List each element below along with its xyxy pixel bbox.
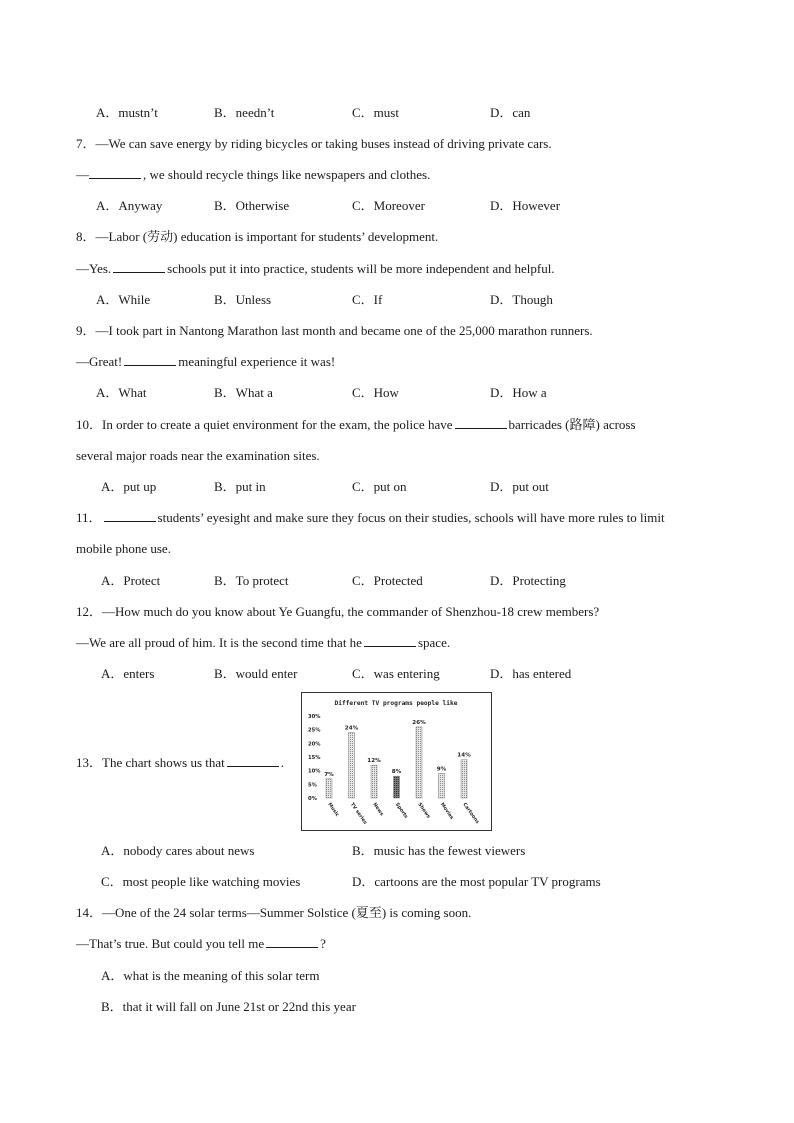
q9-option-d[interactable]: D．How a: [490, 385, 547, 400]
q13-option-b[interactable]: B．music has the fewest viewers: [352, 843, 526, 858]
q8-option-a[interactable]: A．While: [96, 292, 151, 307]
y-tick-label: 20%: [308, 741, 321, 748]
x-tick-label: Music: [326, 802, 340, 818]
q13-option-c[interactable]: C．most people like watching movies: [101, 874, 301, 889]
q10-option-a[interactable]: A．put up: [101, 479, 157, 494]
x-tick-label: News: [371, 802, 384, 818]
q7-response: [76, 167, 430, 183]
q11-stem-pre: 11．: [76, 510, 102, 525]
q13-stem-post: .: [280, 755, 285, 770]
q12-response: [76, 635, 450, 651]
q9-blank[interactable]: [124, 354, 176, 366]
q7-response-pre: —: [76, 167, 89, 182]
value-labels: [324, 720, 471, 778]
q11-option-b[interactable]: B．To protect: [214, 573, 289, 588]
q11-stem-line2: mobile phone use.: [76, 541, 171, 556]
q12-option-a[interactable]: A．enters: [101, 666, 155, 681]
bars: [326, 727, 467, 798]
x-tick-label: Sports: [393, 802, 409, 820]
bar-music: [326, 779, 332, 798]
q8-response-pre: —Yes.: [76, 261, 112, 276]
x-tick-label: Shows: [416, 802, 431, 820]
q6-option-b[interactable]: B．needn’t: [214, 105, 275, 120]
q14-option-b[interactable]: B．that it will fall on June 21st or 22nd this year: [101, 999, 356, 1014]
q7-option-b[interactable]: B．Otherwise: [214, 198, 290, 213]
x-axis-labels: [326, 802, 480, 826]
y-tick-label: 0%: [308, 796, 317, 802]
y-tick-label: 30%: [308, 714, 321, 720]
q8-option-b[interactable]: B．Unless: [214, 292, 272, 307]
q8-stem: 8．—Labor (劳动) education is important for students’ development.: [76, 229, 439, 244]
q13-blank[interactable]: [227, 755, 279, 767]
value-label: 8%: [391, 769, 402, 776]
q10-option-c[interactable]: C．put on: [352, 479, 407, 494]
value-label: 14%: [457, 752, 471, 759]
q8-option-d[interactable]: D．Though: [490, 292, 553, 307]
tv-programs-chart: [301, 692, 492, 831]
x-tick-label: TV series: [348, 802, 368, 826]
q14-stem: 14．—One of the 24 solar terms—Summer Solstice (夏至) is coming soon.: [76, 905, 472, 920]
bar-shows: [416, 727, 422, 798]
q9-response-pre: —Great!: [76, 354, 123, 369]
q7-stem: 7．—We can save energy by riding bicycles or taking buses instead of driving private cars.: [76, 136, 552, 151]
q14-response-pre: —That’s true. But could you tell me: [76, 936, 265, 951]
y-tick-label: 25%: [308, 727, 321, 734]
q6-option-c[interactable]: C．must: [352, 105, 399, 120]
q13-option-a[interactable]: A．nobody cares about news: [101, 843, 255, 858]
q13-stem-pre: 13．The chart shows us that: [76, 755, 225, 770]
q9-option-c[interactable]: C．How: [352, 385, 399, 400]
value-label: 24%: [344, 725, 359, 732]
chart-title: Different TV programs people like: [334, 700, 458, 707]
bar-tv-series: [349, 732, 355, 798]
q10-stem-line2: several major roads near the examination sites.: [76, 448, 320, 463]
q11-blank[interactable]: [104, 510, 156, 522]
q12-stem: 12．—How much do you know about Ye Guangfu, the commander of Shenzhou-18 crew members?: [76, 604, 600, 619]
q8-option-c[interactable]: C．If: [352, 292, 383, 307]
q6-option-a[interactable]: A．mustn’t: [96, 105, 158, 120]
q12-blank[interactable]: [364, 635, 416, 647]
q12-response-post: space.: [417, 635, 451, 650]
q9-response-post: meaningful experience it was!: [178, 354, 336, 369]
q7-option-c[interactable]: C．Moreover: [352, 198, 425, 213]
value-label: 9%: [436, 766, 447, 773]
value-label: 7%: [324, 771, 334, 778]
value-label: 12%: [367, 758, 381, 765]
bar-news: [371, 765, 377, 798]
q10-stem: [76, 417, 636, 433]
y-tick-label: 10%: [308, 768, 321, 775]
q6-option-d[interactable]: D．can: [490, 105, 531, 120]
y-tick-label: 15%: [308, 755, 321, 761]
bar-sports: [394, 776, 400, 798]
q14-option-a[interactable]: A．what is the meaning of this solar term: [101, 968, 320, 983]
q11-stem: [76, 510, 665, 526]
y-tick-label: 5%: [308, 782, 317, 789]
q7-blank[interactable]: [89, 167, 141, 179]
q11-option-c[interactable]: C．Protected: [352, 573, 423, 588]
q9-response: [76, 354, 335, 370]
q10-stem-pre: 10．In order to create a quiet environment for the exam, the police have: [76, 417, 453, 432]
q10-option-b[interactable]: B．put in: [214, 479, 266, 494]
q8-response-post: schools put it into practice, students will be more independent and helpful.: [167, 261, 555, 276]
q7-response-post: , we should recycle things like newspapers and clothes.: [143, 167, 431, 182]
chart-svg: [302, 693, 491, 830]
q14-blank[interactable]: [266, 936, 318, 948]
q13-option-d[interactable]: D．cartoons are the most popular TV programs: [352, 874, 601, 889]
q7-option-a[interactable]: A．Anyway: [96, 198, 163, 213]
q9-option-a[interactable]: A．What: [96, 385, 147, 400]
x-tick-label: Movies: [438, 802, 454, 821]
q12-option-d[interactable]: D．has entered: [490, 666, 572, 681]
q14-response-post: ?: [320, 936, 326, 951]
bar-movies: [439, 773, 445, 798]
q11-stem-post: students’ eyesight and make sure they focus on their studies, schools will have more rules to limit: [157, 510, 665, 525]
x-tick-label: Cartoons: [461, 802, 480, 826]
value-label: 26%: [412, 719, 426, 726]
q12-response-pre: —We are all proud of him. It is the second time that he: [76, 635, 362, 650]
q11-option-a[interactable]: A．Protect: [101, 573, 161, 588]
q12-option-b[interactable]: B．would enter: [214, 666, 298, 681]
q14-response: [76, 936, 326, 952]
q8-blank[interactable]: [113, 261, 165, 273]
q10-option-d[interactable]: D．put out: [490, 479, 549, 494]
q10-blank[interactable]: [455, 417, 507, 429]
y-axis-ticks: [308, 714, 321, 802]
q11-option-d[interactable]: D．Protecting: [490, 573, 566, 588]
bar-cartoons: [461, 760, 467, 798]
q13-stem: [76, 755, 284, 771]
q12-option-c[interactable]: C．was entering: [352, 666, 440, 681]
q7-option-d[interactable]: D．However: [490, 198, 561, 213]
q9-option-b[interactable]: B．What a: [214, 385, 273, 400]
q9-stem: 9．—I took part in Nantong Marathon last month and became one of the 25,000 marathon runners.: [76, 323, 593, 338]
q10-stem-post: barricades (路障) across: [508, 417, 636, 432]
q8-response: [76, 261, 555, 277]
